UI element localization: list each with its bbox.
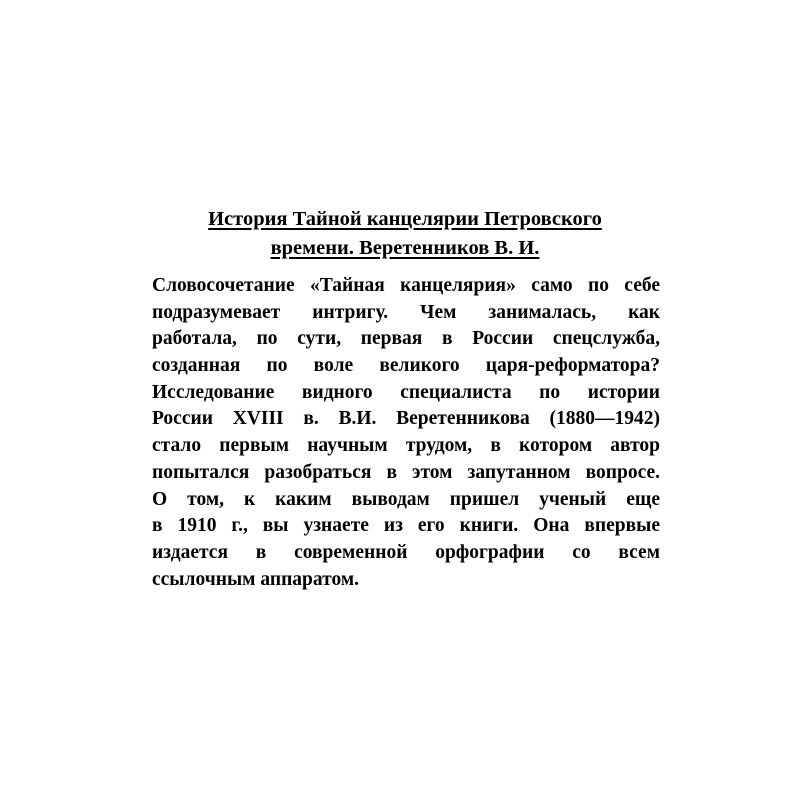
text-line: попытался разобраться в этом запутанном вопросе. (152, 461, 660, 483)
title-line (150, 205, 660, 234)
text-line: стало первым научным трудом, в котором автор (152, 435, 660, 457)
text-line: Исследование видного специалиста по истории (152, 381, 660, 403)
text-line: издается в современной орфографии со всем (152, 541, 660, 563)
page-title (150, 205, 660, 263)
text-line: подразумевает интригу. Чем занималась, как (152, 301, 660, 323)
text-line: Словосочетание «Тайная канцелярия» само по себе (152, 275, 660, 296)
text-line: О том, к каким выводам пришел ученый еще (152, 488, 660, 510)
title-line-text: времени. Веретенников В. И. (270, 237, 540, 259)
title-line (150, 234, 660, 263)
title-line-text: История Тайной канцелярии Петровского (208, 208, 602, 230)
text-line: России XVIII в. В.И. Веретенникова (1880—1942) (152, 408, 660, 430)
text-line: созданная по воле великого царя-реформатора? (152, 355, 660, 377)
text-line: ссылочным аппаратом. (152, 568, 359, 590)
text-line: работала, по сути, первая в России спецслужба, (152, 328, 660, 350)
description-paragraph (152, 273, 660, 593)
text-line: в 1910 г., вы узнаете из его книги. Она впервые (152, 515, 660, 537)
